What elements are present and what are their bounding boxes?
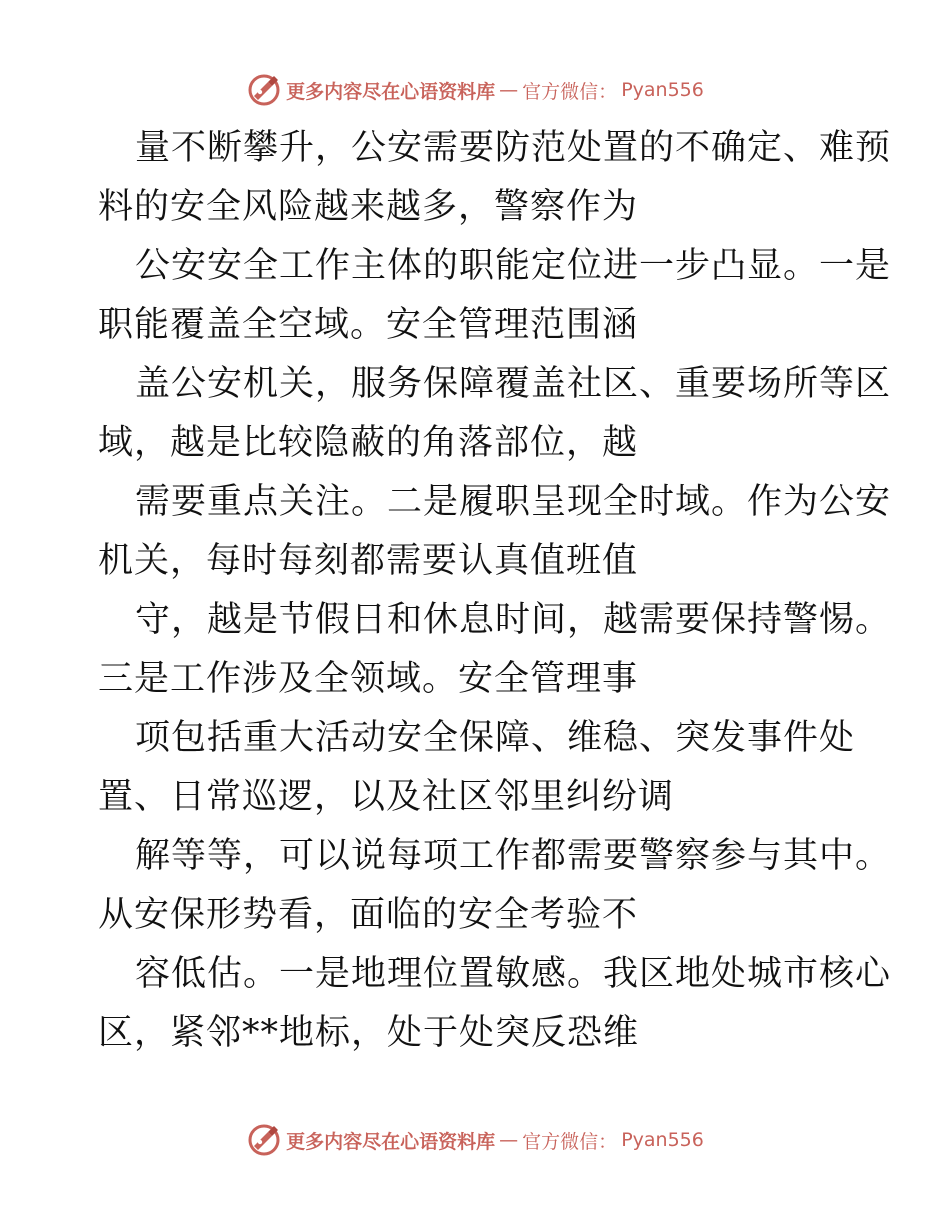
body-line: 区，紧邻**地标，处于处突反恐维 (98, 1013, 640, 1053)
header-watermark (0, 70, 950, 110)
watermark-separator: — (499, 1129, 519, 1151)
body-line: 料的安全风险越来越多，警察作为 (98, 187, 639, 227)
watermark-site-name: 更多内容尽在心语资料库 (286, 1130, 496, 1153)
watermark-wechat-id: Pyan556 (621, 1129, 704, 1151)
watermark-separator: — (499, 79, 519, 101)
body-line: 置、日常巡逻，以及社区邻里纠纷调 (98, 777, 675, 817)
body-line: 三是工作涉及全领域。安全管理事 (98, 659, 639, 699)
footer-watermark (0, 1120, 950, 1160)
body-line: 域，越是比较隐蔽的角落部位，越 (98, 423, 639, 463)
body-line: 公安安全工作主体的职能定位进一步凸显。一是 (135, 246, 892, 286)
watermark-site-name: 更多内容尽在心语资料库 (286, 80, 496, 103)
body-line: 容低估。一是地理位置敏感。我区地处城市核心 (135, 954, 892, 994)
body-line: 守，越是节假日和休息时间，越需要保持警惕。 (135, 600, 892, 640)
pen-circle-logo-icon (246, 72, 282, 108)
body-line: 机关，每时每刻都需要认真值班值 (98, 541, 639, 581)
watermark-wechat-id: Pyan556 (621, 79, 704, 101)
body-line: 从安保形势看，面临的安全考验不 (98, 895, 639, 935)
body-line: 职能覆盖全空域。安全管理范围涵 (98, 305, 639, 345)
body-line: 解等等，可以说每项工作都需要警察参与其中。 (135, 836, 892, 876)
body-line: 盖公安机关，服务保障覆盖社区、重要场所等区 (135, 364, 892, 404)
body-line: 量不断攀升，公安需要防范处置的不确定、难预 (135, 128, 892, 168)
body-line: 需要重点关注。二是履职呈现全时域。作为公安 (135, 482, 892, 522)
watermark-contact-label: 官方微信： (522, 80, 618, 103)
pen-circle-logo-icon (246, 1122, 282, 1158)
watermark-contact-label: 官方微信： (522, 1130, 618, 1153)
body-line: 项包括重大活动安全保障、维稳、突发事件处 (135, 718, 856, 758)
